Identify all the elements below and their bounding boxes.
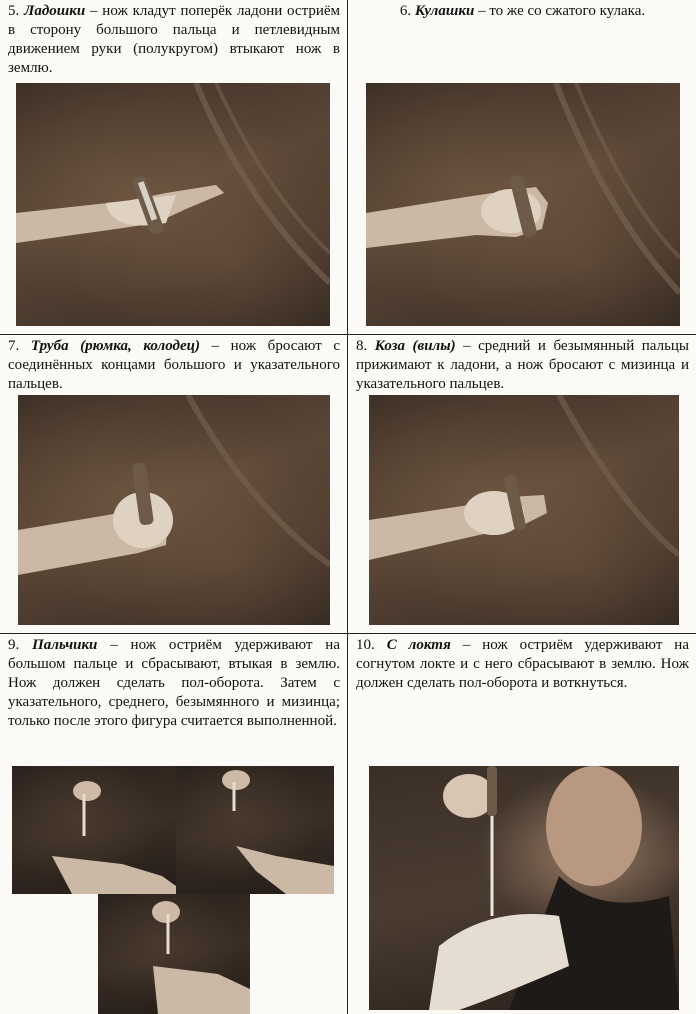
elbow-knife-icon — [369, 766, 679, 1010]
tube-grip-knife-photo — [18, 395, 330, 625]
finger-tips-knife-photo-2 — [176, 766, 334, 894]
finger-tips-knife-photo-3 — [98, 894, 250, 1014]
figure-caption-6: 6. Кулашки – то же со сжатого кулака. — [399, 3, 646, 19]
figure-name-9: Пальчики — [32, 637, 98, 653]
figure-name-5: Ладошки — [24, 3, 86, 19]
figure-cell-9 — [0, 634, 348, 1014]
figure-caption-10: 10. С локтя – нож остриём удерживают на согнутом локте и с него сбрасывают в землю. Нож должен сделать пол-оборота и воткнуться. — [356, 637, 689, 691]
figure-cell-10 — [348, 634, 696, 1014]
figure-cell-6 — [348, 0, 696, 335]
figure-caption-5: 5. Ладошки – нож кладут поперёк ладони остриём в сторону большого пальца и петлевидным движением руки (полукругом) втыкают нож в землю. — [8, 3, 341, 76]
finger-tip-knife-icon-2 — [176, 766, 334, 894]
figure-cell-5 — [0, 0, 348, 335]
tube-grip-knife-icon — [18, 395, 330, 625]
figure-caption-8: 8. Коза (вилы) – средний и безымянный пальцы прижимают к ладони, а нож бросают с мизинца и указательного пальцев. — [356, 338, 690, 392]
fist-knife-icon — [366, 83, 680, 326]
hand-palm-knife-icon — [16, 83, 330, 326]
finger-tip-knife-icon-3 — [98, 894, 250, 1014]
finger-tips-knife-photo-1 — [12, 766, 176, 894]
goat-grip-knife-icon — [369, 395, 679, 625]
elbow-knife-photo — [369, 766, 679, 1010]
figure-caption-7: 7. Труба (рюмка, колодец) – нож бросают с соединённых концами большого и указательного пальцев. — [8, 338, 340, 392]
finger-tip-knife-icon-1 — [12, 766, 176, 894]
figure-cell-7 — [0, 335, 348, 634]
figure-name-7: Труба (рюмка, колодец) — [30, 338, 200, 354]
figure-caption-9: 9. Пальчики – нож остриём удерживают на большом пальце и сбрасывают, втыкая в землю. Нож должен сделать пол-оборота. Затем с указательного, среднего, безымянного и мизинца; только после этого фигура считается выполненной. — [8, 637, 340, 729]
figure-name-6: Кулашки — [414, 3, 475, 19]
figure-cell-8 — [348, 335, 696, 634]
goat-grip-knife-photo — [369, 395, 679, 625]
figure-name-8: Коза (вилы) — [374, 338, 456, 354]
fist-knife-photo — [366, 83, 680, 326]
figure-name-10: С локтя — [386, 637, 451, 653]
hand-palm-knife-photo — [16, 83, 330, 326]
